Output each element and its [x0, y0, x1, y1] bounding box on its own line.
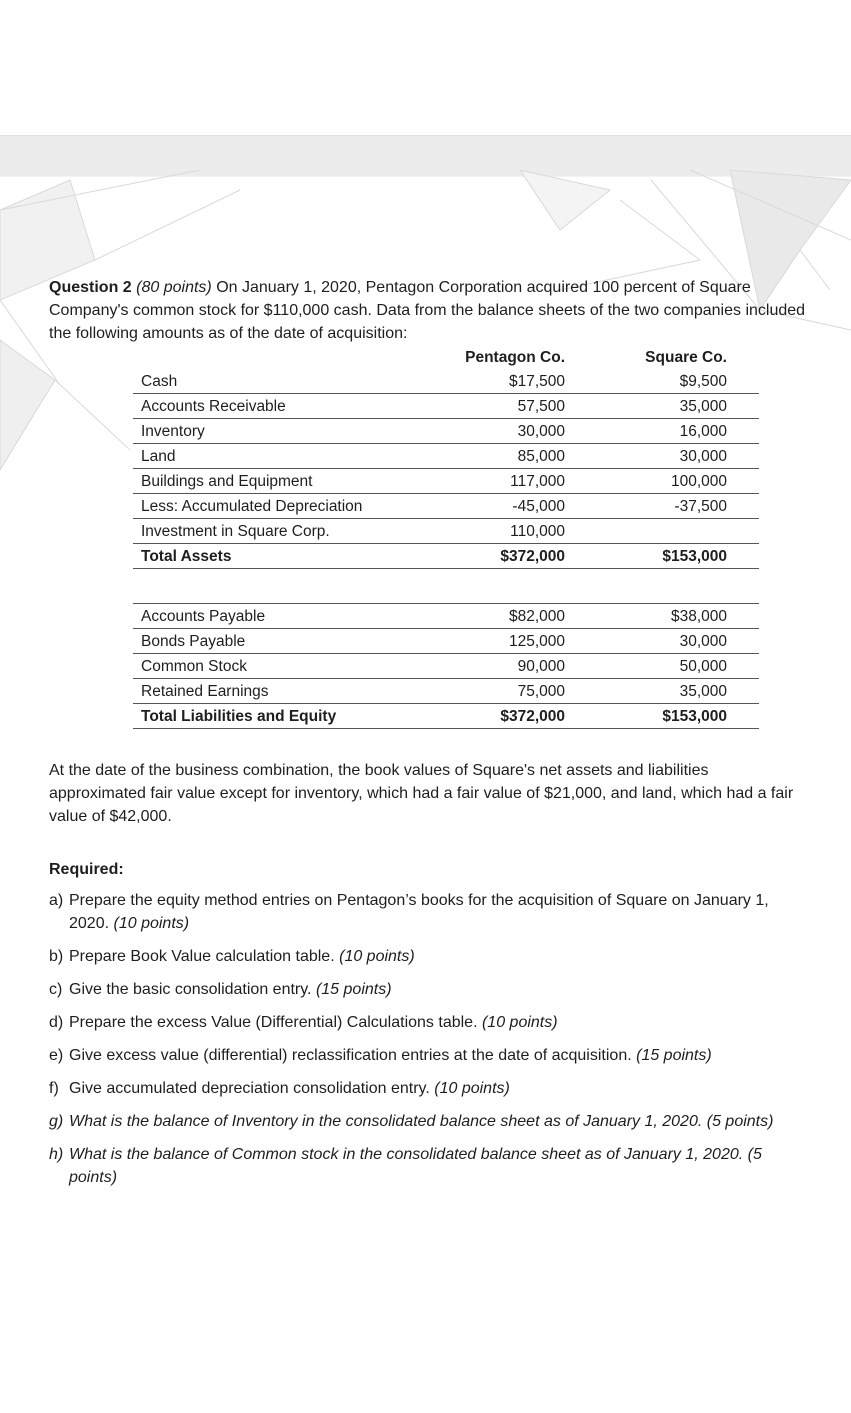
question-text: On January 1, 2020, Pentagon Corporation acquired 100 percent of Square Company's common stock for $110,000 cash. Data from the balance sheets of the two companies included the following amounts as of the date of acquisition:	[49, 279, 806, 342]
question-intro	[49, 276, 809, 345]
table-row: Common Stock 90,000 50,000	[133, 654, 759, 679]
header-square: Square Co.	[645, 348, 727, 366]
fair-value-note: At the date of the business combination, the book values of Square's net assets and liabilities approximated fair value except for inventory, which had a fair value of $21,000, and land, which had a fair value of $42,000.	[49, 762, 794, 825]
required-list	[49, 889, 809, 1189]
header-pentagon: Pentagon Co.	[465, 348, 565, 366]
list-item: e) Give excess value (differential) reclassification entries at the date of acquisition. (15 points)	[49, 1047, 712, 1064]
table-row: Inventory 30,000 16,000	[133, 419, 759, 444]
table-row: Accounts Receivable 57,500 35,000	[133, 394, 759, 419]
required-title: Required:	[49, 861, 124, 878]
table-row: Retained Earnings 75,000 35,000	[133, 679, 759, 704]
question-label: Question 2	[49, 279, 132, 296]
table-row: Investment in Square Corp. 110,000	[133, 519, 759, 544]
list-item: f) Give accumulated depreciation consolidation entry. (10 points)	[49, 1080, 510, 1097]
list-item: a) Prepare the equity method entries on Pentagon’s books for the acquisition of Square on January 1, 2020. (10 points)	[49, 892, 769, 932]
list-item: d) Prepare the excess Value (Differential) Calculations table. (10 points)	[49, 1014, 558, 1031]
question-points: (80 points)	[136, 279, 212, 296]
table-row: Land 85,000 30,000	[133, 444, 759, 469]
table-row: Cash $17,500 $9,500	[133, 369, 759, 394]
table-header-row	[133, 345, 759, 369]
table-row: Bonds Payable 125,000 30,000	[133, 629, 759, 654]
total-liabilities-row: Total Liabilities and Equity $372,000 $153,000	[133, 704, 759, 729]
list-item: h) What is the balance of Common stock in the consolidated balance sheet as of January 1, 2020. (5 points)	[49, 1146, 762, 1186]
table-spacer-row	[133, 569, 759, 604]
list-item: c) Give the basic consolidation entry. (15 points)	[49, 981, 392, 998]
balance-sheet-table	[133, 345, 759, 729]
table-row: Less: Accumulated Depreciation -45,000 -37,500	[133, 494, 759, 519]
question-content	[49, 276, 809, 1199]
table-row: Buildings and Equipment 117,000 100,000	[133, 469, 759, 494]
list-item: b) Prepare Book Value calculation table. (10 points)	[49, 948, 415, 965]
total-assets-row: Total Assets $372,000 $153,000	[133, 544, 759, 569]
list-item: g) What is the balance of Inventory in the consolidated balance sheet as of January 1, 2020. (5 points)	[49, 1113, 774, 1130]
table-row: Accounts Payable $82,000 $38,000	[133, 604, 759, 629]
